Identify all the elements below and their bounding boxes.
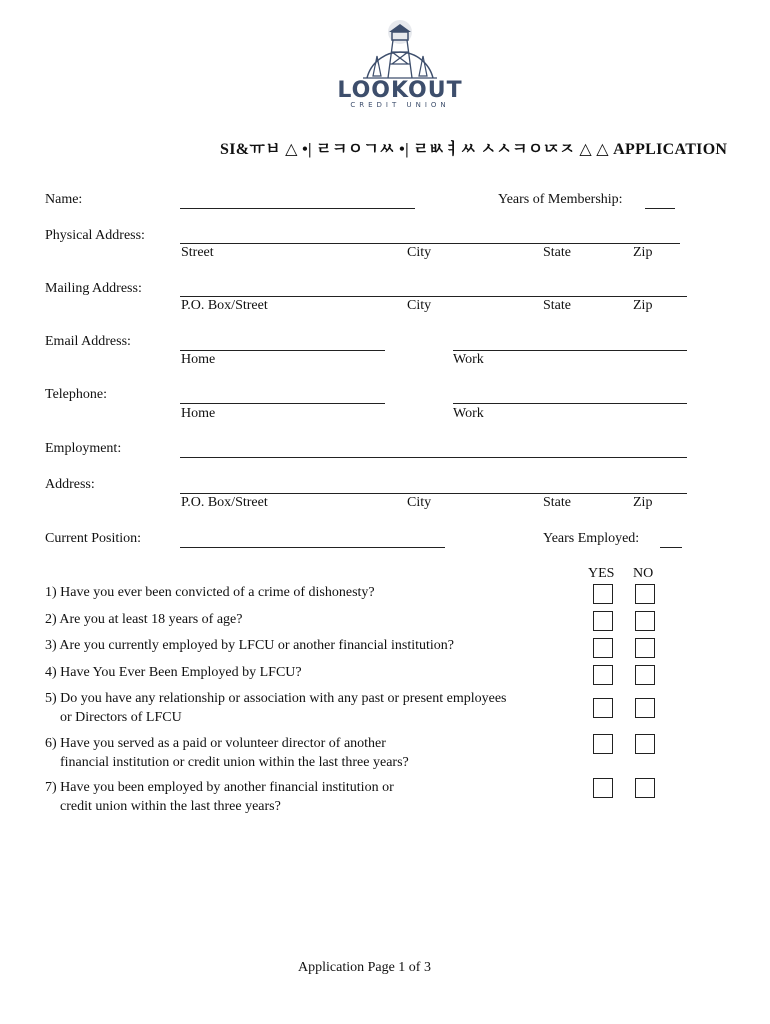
logo-name: LOOKOUT: [337, 78, 463, 103]
question-7-line1: 7) Have you been employed by another financial institution or: [45, 780, 394, 795]
telephone-label: Telephone:: [45, 387, 107, 402]
state-sublabel: State: [543, 298, 571, 313]
question-7-line2: credit union within the last three years?: [60, 799, 281, 814]
question-4-no-checkbox[interactable]: [635, 665, 655, 685]
question-5-no-checkbox[interactable]: [635, 698, 655, 718]
question-5-yes-checkbox[interactable]: [593, 698, 613, 718]
question-6-no-checkbox[interactable]: [635, 734, 655, 754]
name-field[interactable]: [180, 208, 415, 209]
current-position-field[interactable]: [180, 547, 445, 548]
telephone-home-field[interactable]: [180, 403, 385, 404]
years-employed-field[interactable]: [660, 547, 682, 548]
question-7-no-checkbox[interactable]: [635, 778, 655, 798]
city-sublabel: City: [407, 245, 432, 260]
email-home-field[interactable]: [180, 350, 385, 351]
page-footer: Application Page 1 of 3: [298, 960, 431, 975]
home-sublabel: Home: [181, 352, 216, 367]
question-3-yes-checkbox[interactable]: [593, 638, 613, 658]
employment-field[interactable]: [180, 457, 687, 458]
po-box-sublabel: P.O. Box/Street: [181, 298, 268, 313]
physical-address-field[interactable]: [180, 243, 680, 244]
years-membership-field[interactable]: [645, 208, 675, 209]
question-5-line1: 5) Do you have any relationship or association with any past or present employees: [45, 691, 507, 706]
name-label: Name:: [45, 192, 83, 207]
city-sublabel: City: [407, 495, 432, 510]
question-7-yes-checkbox[interactable]: [593, 778, 613, 798]
question-6-yes-checkbox[interactable]: [593, 734, 613, 754]
home-sublabel: Home: [181, 406, 216, 421]
email-work-field[interactable]: [453, 350, 687, 351]
question-3: 3) Are you currently employed by LFCU or another financial institution?: [45, 638, 455, 653]
logo-subtitle: CREDIT UNION: [350, 101, 450, 109]
page-title: SI&ㅠㅂ △ •| ㄹㅋㅇㄱㅆ •| ㄹㅄㅕㅆ ㅅㅅㅋㅇㄵㅈ △ △ APPLICATION: [220, 141, 728, 158]
question-1-no-checkbox[interactable]: [635, 584, 655, 604]
zip-sublabel: Zip: [633, 495, 653, 510]
no-header: NO: [633, 566, 654, 581]
question-6-line1: 6) Have you served as a paid or volunteer director of another: [45, 736, 386, 751]
street-sublabel: Street: [181, 245, 214, 260]
telephone-work-field[interactable]: [453, 403, 687, 404]
zip-sublabel: Zip: [633, 298, 653, 313]
question-1: 1) Have you ever been convicted of a crime of dishonesty?: [45, 585, 375, 600]
physical-address-label: Physical Address:: [45, 228, 145, 243]
mailing-address-field[interactable]: [180, 296, 687, 297]
email-label: Email Address:: [45, 334, 131, 349]
state-sublabel: State: [543, 245, 571, 260]
question-2-no-checkbox[interactable]: [635, 611, 655, 631]
question-1-yes-checkbox[interactable]: [593, 584, 613, 604]
question-5-line2: or Directors of LFCU: [60, 710, 182, 725]
years-employed-label: Years Employed:: [543, 531, 640, 546]
po-box-sublabel: P.O. Box/Street: [181, 495, 268, 510]
work-sublabel: Work: [453, 352, 484, 367]
employment-label: Employment:: [45, 441, 122, 456]
employer-address-field[interactable]: [180, 493, 687, 494]
question-6-line2: financial institution or credit union within the last three years?: [60, 755, 409, 770]
zip-sublabel: Zip: [633, 245, 653, 260]
city-sublabel: City: [407, 298, 432, 313]
question-2: 2) Are you at least 18 years of age?: [45, 612, 243, 627]
state-sublabel: State: [543, 495, 571, 510]
yes-header: YES: [588, 566, 615, 581]
years-membership-label: Years of Membership:: [498, 192, 623, 207]
mailing-address-label: Mailing Address:: [45, 281, 142, 296]
current-position-label: Current Position:: [45, 531, 142, 546]
employer-address-label: Address:: [45, 477, 95, 492]
question-3-no-checkbox[interactable]: [635, 638, 655, 658]
question-4: 4) Have You Ever Been Employed by LFCU?: [45, 665, 302, 680]
lookout-tower-icon: [355, 12, 445, 80]
question-2-yes-checkbox[interactable]: [593, 611, 613, 631]
question-4-yes-checkbox[interactable]: [593, 665, 613, 685]
work-sublabel: Work: [453, 406, 484, 421]
